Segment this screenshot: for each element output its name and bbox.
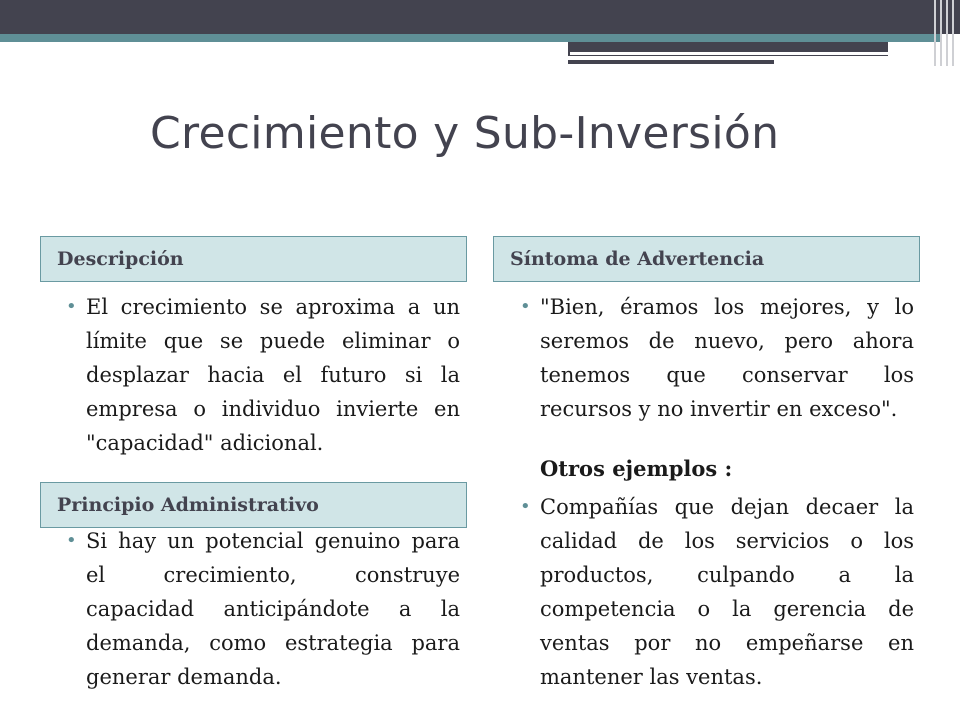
description-item (64, 290, 460, 460)
principle-text: Si hay un potencial genuino para el crecimiento, construye capacidad anticipándote a la demanda, como estrategia para generar demanda. (86, 529, 460, 689)
symptom-item (518, 290, 914, 426)
description-header: Descripción (40, 236, 467, 282)
decorative-strip-highlight (570, 52, 888, 55)
bullet-icon: • (66, 296, 77, 317)
symptom-list (518, 290, 914, 426)
top-dark-bar (0, 0, 960, 34)
examples-list (518, 490, 914, 694)
warning-symptom-header: Síntoma de Advertencia (493, 236, 920, 282)
bullet-icon: • (520, 296, 531, 317)
top-teal-line (0, 34, 940, 42)
bullet-icon: • (520, 496, 531, 517)
other-examples-heading: Otros ejemplos : (540, 456, 733, 481)
decorative-vertical-lines (930, 0, 960, 66)
management-principle-header: Principio Administrativo (40, 482, 467, 528)
principle-item (64, 524, 460, 694)
decorative-strip-short (568, 60, 774, 64)
principle-list (64, 524, 460, 694)
bullet-icon: • (66, 530, 77, 551)
description-text: El crecimiento se aproxima a un límite que se puede eliminar o desplazar hacia el futuro si la empresa o individuo invierte en "capacidad" adicional. (86, 295, 460, 455)
example-text: Compañías que dejan decaer la calidad de los servicios o los productos, culpando a la competencia o la gerencia de ventas por no empeñarse en mantener las ventas. (540, 495, 914, 689)
symptom-text: "Bien, éramos los mejores, y lo seremos de nuevo, pero ahora tenemos que conservar los recursos y no invertir en exceso". (540, 295, 914, 421)
slide-title: Crecimiento y Sub-Inversión (150, 108, 780, 159)
example-item (518, 490, 914, 694)
description-list (64, 290, 460, 460)
